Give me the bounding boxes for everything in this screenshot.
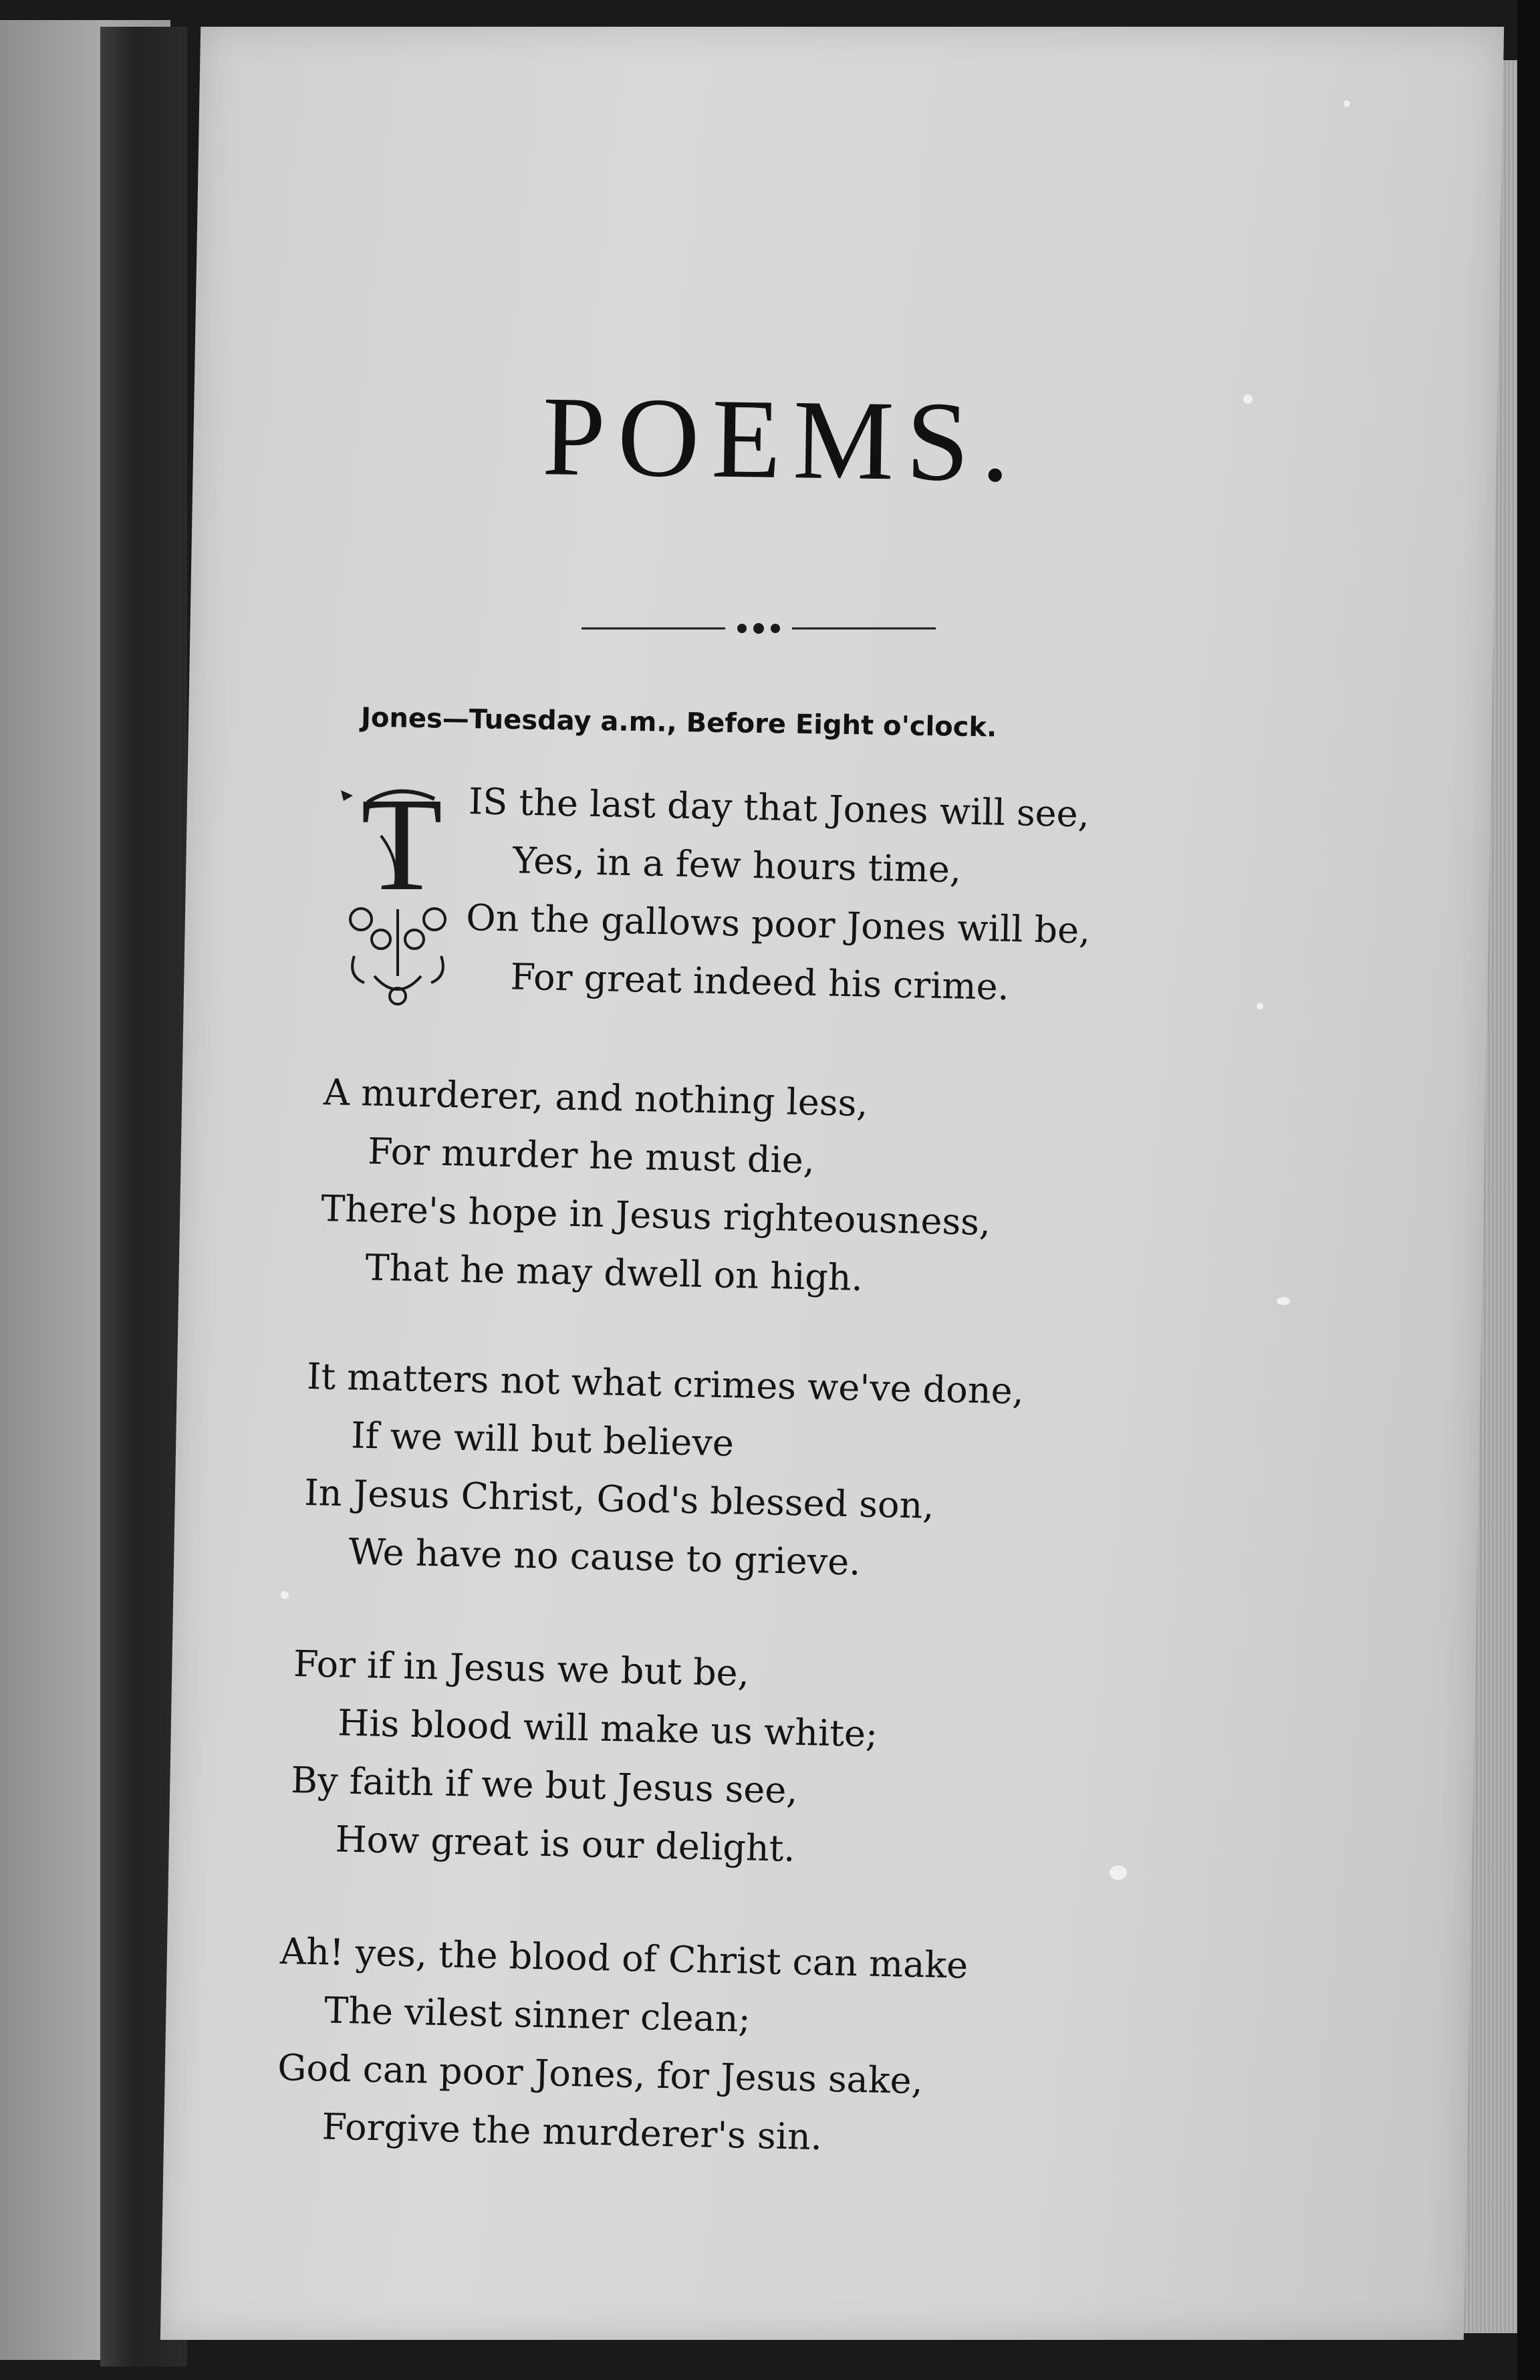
- stanza-line: By faith if we but Jesus see,: [290, 1758, 799, 1812]
- stanza-line: For great indeed his crime.: [509, 955, 1010, 1008]
- stanza-4: [289, 1635, 880, 1879]
- stanza-line: It matters not what crimes we've done,: [306, 1354, 1025, 1413]
- page-title: POEMS.: [541, 373, 1023, 505]
- dropcap-letter: T: [361, 776, 443, 919]
- dust-speck: [1343, 100, 1350, 107]
- stanza-line: Ah! yes, the blood of Christ can make: [279, 1929, 969, 1987]
- stanza-line: How great is our delight.: [334, 1818, 796, 1870]
- stanza-line: In Jesus Christ, God's blessed son,: [303, 1471, 935, 1527]
- ornamental-dropcap: [334, 776, 461, 1016]
- title-rule-ornament: [582, 615, 936, 642]
- right-border: [1517, 0, 1540, 2380]
- stanza-line: A murderer, and nothing less,: [323, 1070, 869, 1125]
- stanza-line: IS the last day that Jones will see,: [468, 780, 1090, 836]
- stanza-line: God can poor Jones, for Jesus sake,: [277, 2046, 924, 2103]
- stanza-1: [465, 772, 1094, 1018]
- stanza-line: We have no cause to grieve.: [348, 1530, 862, 1584]
- stanza-line: The vilest sinner clean;: [324, 1989, 751, 2040]
- dust-speck: [1243, 394, 1253, 404]
- dust-speck: [281, 1591, 289, 1599]
- stanza-5: [276, 1922, 969, 2169]
- dust-speck: [1257, 1003, 1263, 1009]
- stanza-line: For if in Jesus we but be,: [293, 1642, 750, 1695]
- stanza-2: [319, 1063, 994, 1310]
- stanza-3: [303, 1347, 1025, 1594]
- dust-speck: [1277, 1297, 1290, 1305]
- poem-heading: Jones—Tuesday a.m., Before Eight o'clock.: [360, 702, 997, 743]
- stanza-line: For murder he must die,: [367, 1130, 815, 1182]
- stanza-line: If we will but believe: [350, 1414, 735, 1465]
- stanza-line: Forgive the murderer's sin.: [321, 2105, 823, 2159]
- stanza-line: There's hope in Jesus righteousness,: [320, 1187, 991, 1243]
- stanza-line: Yes, in a few hours time,: [512, 839, 962, 891]
- stanza-line: On the gallows poor Jones will be,: [465, 896, 1091, 952]
- stanza-line: That he may dwell on high.: [364, 1246, 864, 1299]
- stanza-line: His blood will make us white;: [337, 1701, 878, 1756]
- dust-speck: [1110, 1865, 1127, 1880]
